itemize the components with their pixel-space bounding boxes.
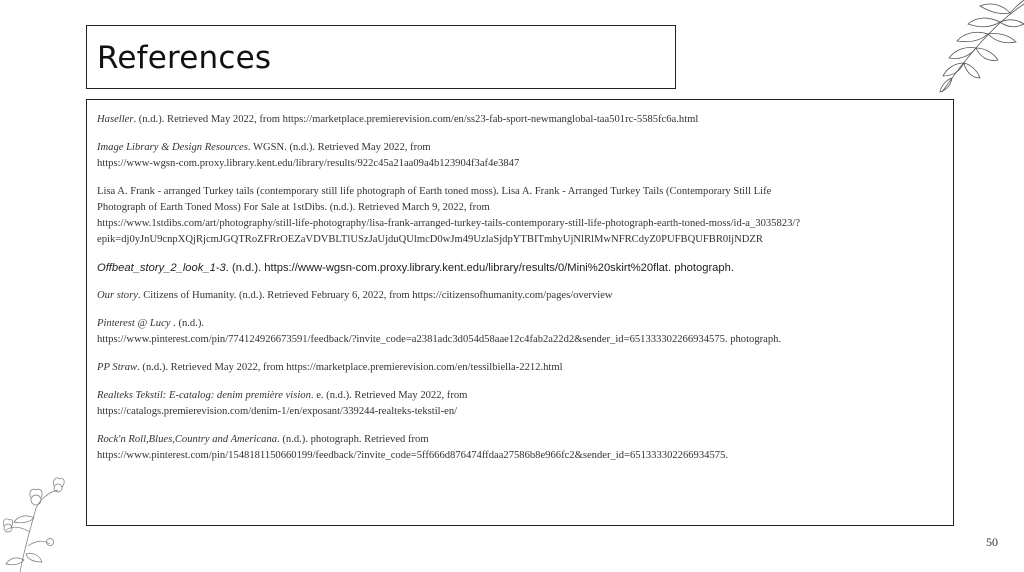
reference-title: PP Straw [97, 362, 138, 373]
reference-title: Our story [97, 290, 138, 301]
reference-url-line: epik=dj0yJnU9cnpXQjRjcmJGQTRoZFRrOEZaVDVBLTlUSzJaUjduQUlmcD0wJm49UzlaSjdpYTBITmhyUjNlRlMwNFRCdyZ0PUFBQUFBR0ljNDZR [97, 234, 763, 245]
reference-text-line: . (n.d.). photograph. Retrieved from [277, 434, 429, 445]
reference-line [97, 432, 943, 448]
reference-text-line: . (n.d.). [170, 318, 205, 329]
reference-text-line: . (n.d.). Retrieved May 2022, from https://marketplace.premierevision.com/en/ss23-fab-sport-newmanglobal-taa501rc-5585fc6a.html [133, 114, 699, 125]
reference-entry [97, 288, 943, 304]
reference-url-line: https://www.pinterest.com/pin/774124926673591/feedback/?invite_code=a2381adc3d054d58aae12c4fab2a22d2&sender_id=651333302266934575. photograph. [97, 334, 782, 345]
reference-text-line: . Citizens of Humanity. (n.d.). Retrieved February 6, 2022, from https://citizensofhumanity.com/pages/overview [137, 290, 613, 301]
page-number: 50 [986, 535, 998, 549]
leaf-branch-decoration-icon [930, 0, 1024, 100]
reference-entry [97, 184, 943, 248]
reference-title: Realteks Tekstil: E-catalog: denim première vision [97, 390, 311, 401]
reference-line [97, 388, 943, 404]
title-box [86, 25, 676, 89]
slide-title: References [97, 40, 272, 76]
reference-url-line: https://catalogs.premierevision.com/denim-1/en/exposant/339244-realteks-tekstil-en/ [97, 406, 458, 417]
reference-title: Pinterest @ Lucy [97, 318, 171, 329]
reference-entry [97, 260, 943, 276]
reference-entry [97, 360, 943, 376]
reference-title: Haseller [97, 114, 134, 125]
reference-text-line: . (n.d.). https://www-wgsn-com.proxy.library.kent.edu/library/results/0/Mini%20skirt%20flat. photograph. [225, 262, 734, 274]
reference-entry [97, 140, 943, 172]
reference-entry [97, 388, 943, 420]
reference-text-line: Lisa A. Frank - arranged Turkey tails (contemporary still life photograph of Earth toned moss). Lisa A. Frank - Arranged Turkey Tails (Contemporary Still Life [97, 186, 772, 197]
reference-entry [97, 432, 943, 464]
reference-line [97, 140, 943, 156]
reference-url-line: https://www.1stdibs.com/art/photography/still-life-photography/lisa-frank-arranged-turkey-tails-contemporary-still-life-photograph-earth-toned-moss/id-a_3035823/? [97, 218, 801, 229]
reference-text-line: . (n.d.). Retrieved May 2022, from https://marketplace.premierevision.com/en/tessilbiella-2212.html [137, 362, 563, 373]
reference-entry [97, 316, 943, 348]
reference-line [97, 316, 943, 332]
floral-sprig-decoration-icon [0, 460, 90, 572]
reference-text-line: . WGSN. (n.d.). Retrieved May 2022, from [247, 142, 431, 153]
reference-url-line: https://www.pinterest.com/pin/1548181150660199/feedback/?invite_code=5ff666d876474ffdaa27586b8e966fc2&sender_id=651333302266934575. [97, 450, 728, 461]
reference-entry [97, 112, 943, 128]
reference-title: Rock'n Roll,Blues,Country and Americana [97, 434, 278, 445]
reference-title: Offbeat_story_2_look_1-3 [97, 262, 226, 274]
reference-text-line: Photograph of Earth Toned Moss) For Sale at 1stDibs. (n.d.). Retrieved March 9, 2022, from [97, 202, 490, 213]
reference-text-line: . e. (n.d.). Retrieved May 2022, from [310, 390, 468, 401]
reference-title: Image Library & Design Resources [97, 142, 248, 153]
reference-url-line: https://www-wgsn-com.proxy.library.kent.edu/library/results/922c45a21aa09a4b123904f3af4e3847 [97, 158, 520, 169]
references-list [86, 99, 954, 526]
